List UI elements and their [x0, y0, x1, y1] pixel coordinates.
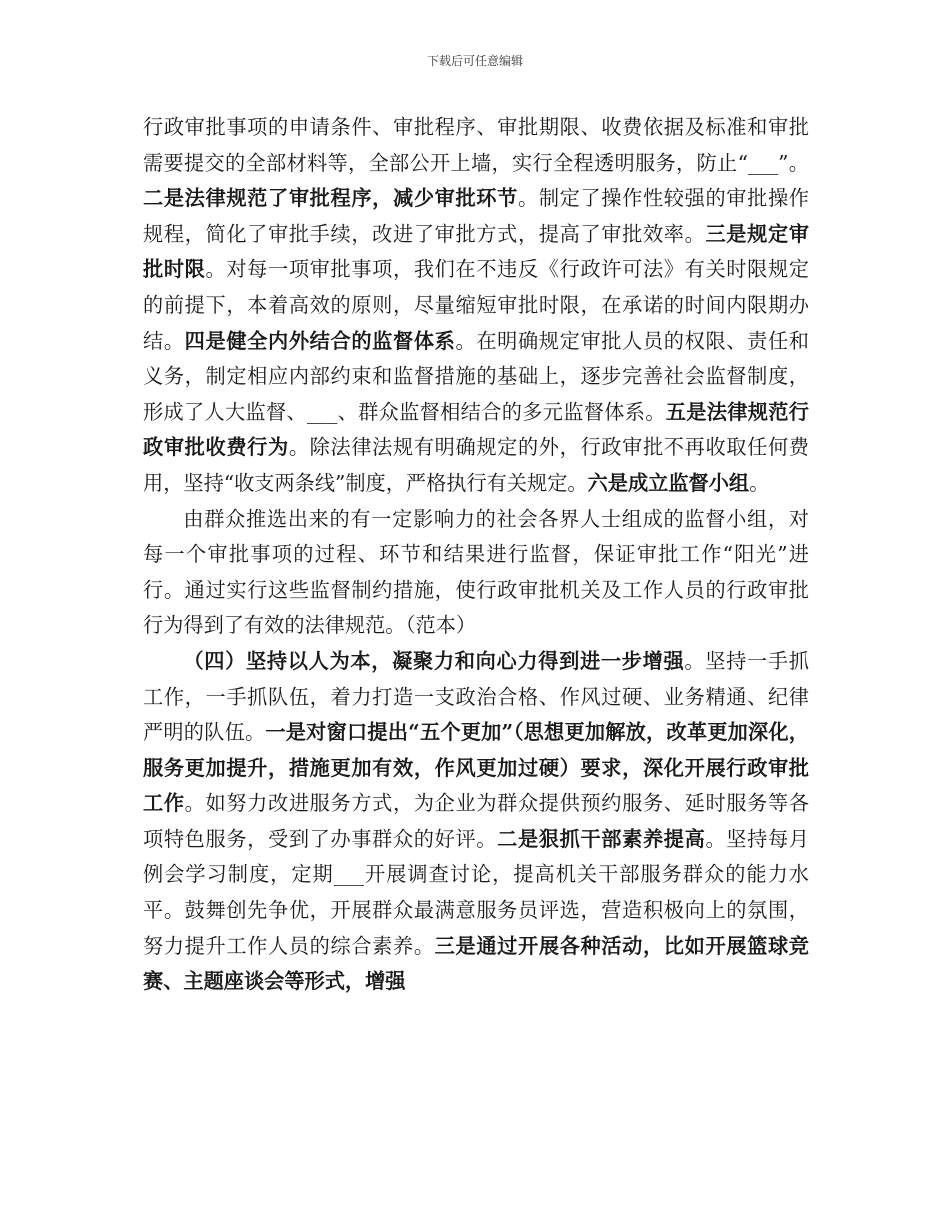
- text-run: 。: [749, 470, 770, 495]
- text-run: 行政审批事项的申请条件、审批程序、审批期限、收费依据及标准和审批需要提交的全部材料等，全部公开上墙，实行全程透明服务，防止“___”。: [143, 115, 809, 175]
- bold-text-run: 三是规定审批时限: [143, 221, 809, 282]
- text-run: 由群众推选出来的有一定影响力的社会各界人士组成的监督小组，对每一个审批事项的过程、环节和结果进行监督，保证审批工作“阳光”进行。通过实行这些监督制约措施，使行政审批机关及工作人员的行政审批行为得到了有效的法律规范。（范本）: [143, 506, 809, 638]
- text-run: 。制定了操作性较强的审批操作规程，简化了审批手续，改进了审批方式，提高了审批效率。: [143, 186, 809, 246]
- paragraph: [143, 502, 809, 644]
- bold-text-run: 二是狠抓干部素养提高: [497, 826, 706, 851]
- paragraph: [143, 110, 809, 502]
- text-run: 。坚持一手抓工作，一手抓队伍，着力打造一支政治合格、作风过硬、业务精通、纪律严明的队伍。: [143, 648, 809, 745]
- bold-text-run: 三是通过开展各种活动，比如开展篮球竞赛、主题座谈会等形式，增强: [143, 933, 809, 994]
- text-run: 。在明确规定审批人员的权限、责任和义务，制定相应内部约束和监督措施的基础上，逐步完善社会监督制度，形成了人大监督、___、群众监督相结合的多元监督体系。: [143, 328, 809, 424]
- page-header: 下载后可任意编辑: [426, 54, 523, 68]
- text-run: 。如努力改进服务方式，为企业为群众提供预约服务、延时服务等各项特色服务，受到了办事群众的好评。: [143, 791, 809, 851]
- text-run: 。对每一项审批事项，我们在不违反《行政许可法》有关时限规定的前提下，本着高效的原则，尽量缩短审批时限，在承诺的时间内限期办结。: [143, 257, 809, 353]
- document-body: [143, 110, 809, 1000]
- bold-text-run: 二是法律规范了审批程序，减少审批环节: [143, 186, 518, 211]
- bold-text-run: 六是成立监督小组: [587, 470, 750, 495]
- bold-text-run: 四是健全内外结合的监督体系: [184, 328, 456, 353]
- text-run: 。除法律法规有明确规定的外，行政审批不再收取任何费用，坚持“收支两条线”制度，严格执行有关规定。: [143, 435, 809, 495]
- bold-text-run: （四）坚持以人为本，凝聚力和向心力得到进一步增强: [183, 648, 685, 673]
- bold-text-run: 一是对窗口提出“五个更加”（思想更加解放，改革更加深化，服务更加提升，措施更加有效，作风更加过硬）要求，深化开展行政审批工作: [143, 720, 809, 816]
- paragraph: [143, 644, 809, 1000]
- text-run: 。坚持每月例会学习制度，定期___开展调查讨论，提高机关干部服务群众的能力水平。鼓舞创先争优，开展群众最满意服务员评选，营造积极向上的氛围，努力提升工作人员的综合素养。: [143, 826, 809, 958]
- bold-text-run: 五是法律规范行政审批收费行为: [143, 399, 809, 460]
